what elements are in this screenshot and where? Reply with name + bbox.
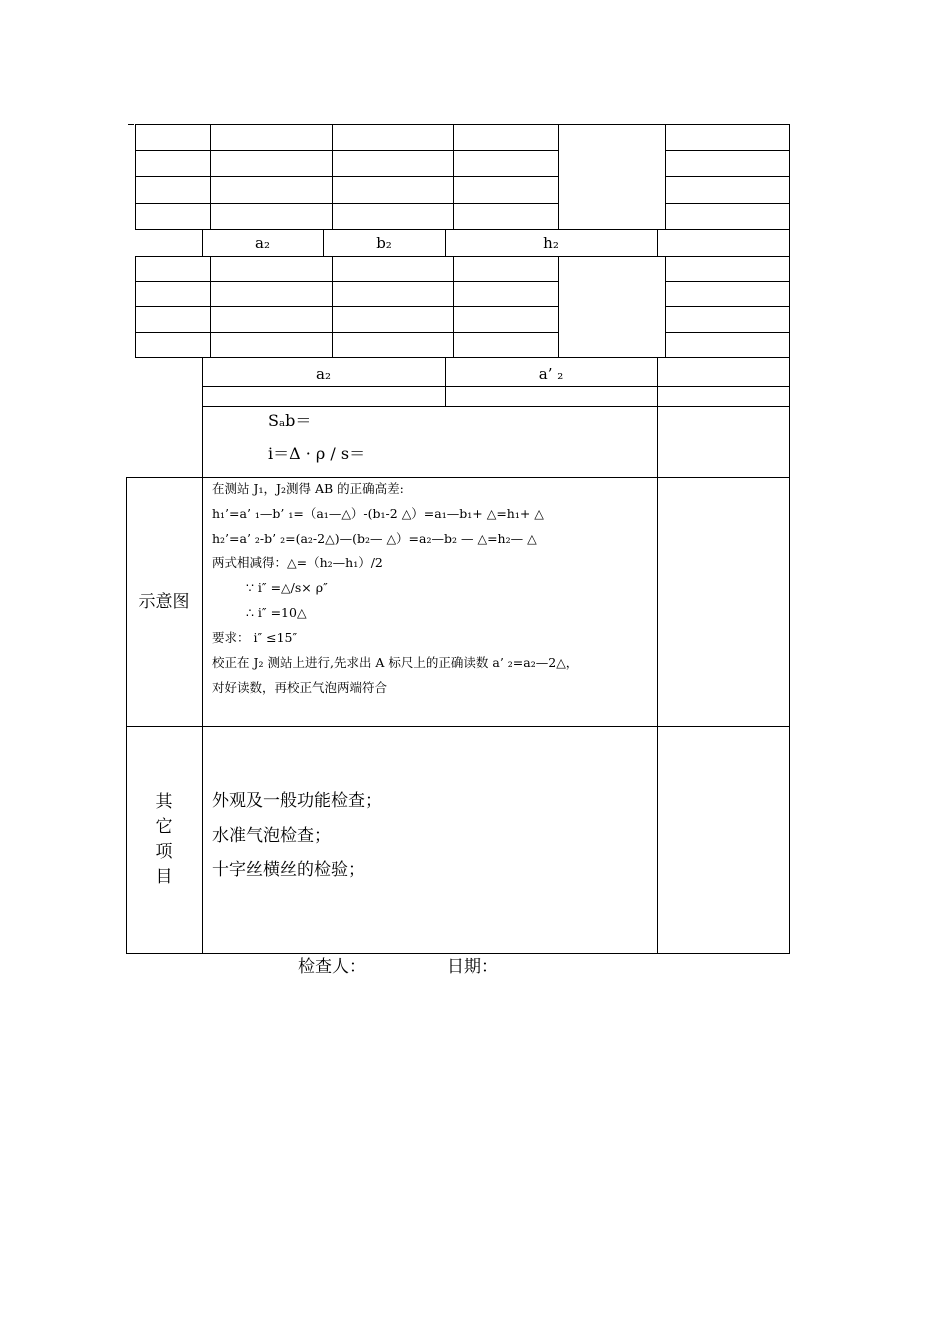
angle-formula: i＝Δ · ρ / s＝ (268, 444, 366, 463)
distance-formula: Sₐb＝ (268, 411, 312, 430)
header-a2-reading: a₂ (316, 365, 331, 383)
proof-line: h₁’=a’ ₁—b’ ₁=（a₁—△）-(b₁-2 △）=a₁—b₁+ △=h₁+ △ (212, 506, 544, 521)
proof-line: h₂’=a’ ₂-b’ ₂=(a₂-2△)—(b₂— △）=a₂—b₂ — △=h₂— △ (212, 531, 537, 546)
header-a2: a₂ (255, 234, 270, 252)
proof-line: 要求： i″ ≤15″ (212, 630, 298, 645)
check-item: 水准气泡检查； (212, 826, 331, 846)
inspector-label: 检查人： (298, 957, 366, 977)
proof-line: 对好读数，再校正气泡两端符合 (212, 680, 388, 695)
header-h2: h₂ (543, 234, 559, 252)
proof-line: ∴ i″ =10△ (246, 605, 307, 620)
diagram-label: 示意图 (138, 592, 190, 612)
check-item: 十字丝横丝的检验； (212, 860, 365, 880)
check-item: 外观及一般功能检查； (212, 791, 382, 811)
header-a2-prime-reading: a’ ₂ (538, 365, 564, 383)
other-items-label: 其 它 项 目 (155, 792, 173, 887)
date-label: 日期： (447, 957, 498, 977)
proof-line: 在测站 J₁，J₂测得 AB 的正确高差: (212, 481, 404, 496)
proof-line: 校正在 J₂ 测站上进行,先求出 A 标尺上的正确读数 a’ ₂=a₂—2△， (212, 655, 579, 670)
proof-line: 两式相减得：△=（h₂—h₁）/2 (212, 555, 383, 570)
header-b2: b₂ (376, 234, 392, 252)
proof-line: ∵ i″ =△/s× ρ″ (246, 580, 328, 595)
